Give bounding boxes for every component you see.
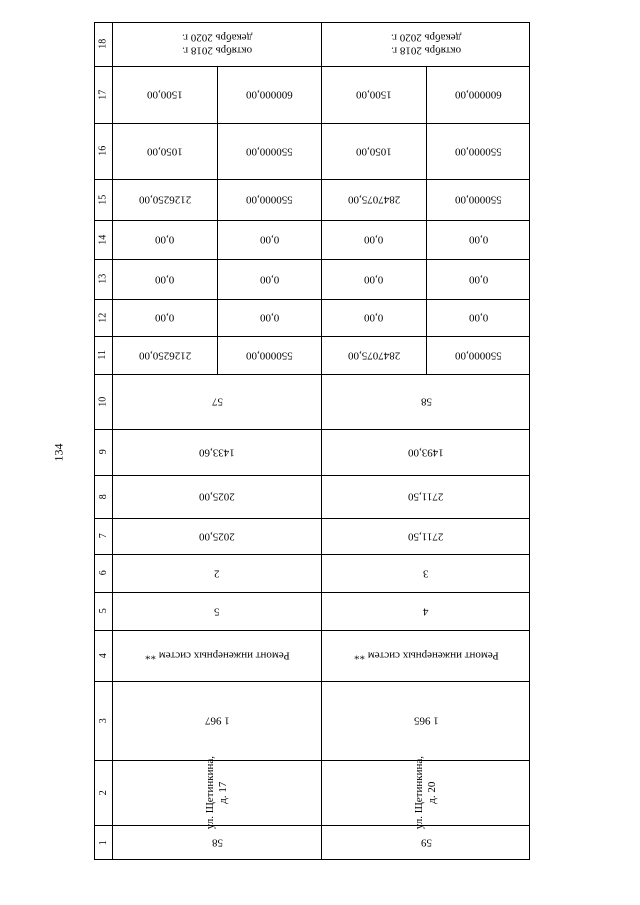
limit-cell-13 [218, 259, 321, 299]
address-cell-text: ул. Щетинкина, [413, 755, 426, 830]
area-value [113, 475, 321, 518]
entrances [322, 554, 530, 592]
column-number-text: 5 [97, 608, 109, 614]
cost-cell-12 [113, 299, 217, 336]
storeys-text: 4 [423, 605, 429, 618]
limit-cell-16 [218, 123, 321, 179]
cost-cell-17-text: 1500,00 [356, 88, 392, 101]
column-number-text: 3 [97, 718, 109, 723]
cost-cell-16-text: 1050,00 [356, 145, 392, 158]
row-number-text: 58 [211, 836, 223, 849]
limit-cell-17 [218, 66, 321, 123]
column-number [94, 336, 112, 374]
residents-count [322, 374, 530, 429]
area-value-text: 2025,00 [199, 490, 235, 503]
limit-cell-11 [218, 336, 321, 374]
period-cell-text: октябрь 2018 г. [390, 44, 462, 57]
storeys-text: 5 [214, 605, 220, 618]
column-number-text: 8 [97, 494, 109, 499]
limit-cell-16 [427, 123, 530, 179]
cost-cell-14 [113, 220, 217, 259]
address-cell-text: д. 20 [425, 781, 438, 804]
limit-cell-17-text: 600000,00 [246, 88, 293, 101]
column-number-text: 9 [97, 449, 109, 455]
cost-cell-15-text: 2847075,00 [347, 193, 401, 206]
total-area [113, 518, 321, 554]
column-number-text: 2 [97, 790, 109, 795]
limit-cell-11-text: 550000,00 [246, 349, 293, 362]
period-cell-text: декабрь 2020 г. [390, 32, 462, 44]
area-value [322, 475, 530, 518]
year-built-text: 1 967 [204, 714, 230, 727]
table-rule [426, 66, 427, 374]
column-number-text: 4 [97, 653, 109, 658]
storeys [322, 592, 530, 630]
column-number-text: 1 [97, 840, 109, 845]
limit-cell-12-text: 0,00 [468, 311, 489, 324]
cost-cell-13-text: 0,00 [364, 273, 384, 286]
total-area-text: 2025,00 [199, 530, 235, 543]
row-number [322, 825, 530, 860]
cost-cell-17-text: 1500,00 [147, 88, 183, 101]
column-number-text: 6 [97, 570, 109, 576]
column-number [94, 259, 112, 299]
cost-cell-11 [322, 336, 426, 374]
cost-cell-14 [322, 220, 426, 259]
address-cell [322, 755, 530, 830]
cost-cell-12-text: 0,00 [155, 311, 175, 324]
column-number-text: 14 [97, 234, 109, 245]
column-number-text: 7 [97, 533, 109, 539]
work-type [113, 630, 321, 681]
cost-cell-11-text: 2847075,00 [347, 349, 401, 362]
cost-cell-13-text: 0,00 [155, 273, 175, 286]
column-number-text: 16 [97, 146, 109, 156]
year-built-text: 1 965 [413, 714, 439, 727]
work-type-text: Ремонт инженерных систем ** [144, 649, 290, 662]
column-number [94, 681, 112, 760]
cost-cell-14-text: 0,00 [155, 233, 175, 246]
limit-cell-11 [427, 336, 530, 374]
period-cell [113, 22, 321, 66]
cost-cell-16 [113, 123, 217, 179]
row-number [113, 825, 321, 860]
column-number [94, 22, 112, 66]
limit-cell-13-text: 0,00 [259, 273, 280, 286]
column-number [94, 760, 112, 825]
column-number [94, 123, 112, 179]
cost-cell-11 [113, 336, 217, 374]
limit-cell-17 [427, 66, 530, 123]
cost-cell-12 [322, 299, 426, 336]
living-area [113, 429, 321, 475]
entrances [113, 554, 321, 592]
living-area-text: 1493,00 [408, 446, 444, 459]
residents-count-text: 58 [420, 395, 432, 408]
column-number [94, 630, 112, 681]
storeys [113, 592, 321, 630]
cost-cell-13 [113, 259, 217, 299]
limit-cell-12 [218, 299, 321, 336]
limit-cell-16-text: 550000,00 [455, 145, 502, 158]
limit-cell-12-text: 0,00 [259, 311, 280, 324]
column-number [94, 518, 112, 554]
column-number-text: 15 [97, 194, 109, 205]
limit-cell-14-text: 0,00 [468, 233, 489, 246]
residents-count [113, 374, 321, 429]
limit-cell-14 [427, 220, 530, 259]
column-number-text: 18 [97, 39, 109, 49]
page-number: 134 [51, 443, 66, 462]
column-number [94, 592, 112, 630]
limit-cell-13 [427, 259, 530, 299]
column-number [94, 220, 112, 259]
limit-cell-17-text: 600000,00 [455, 88, 502, 101]
cost-cell-15-text: 2126250,00 [138, 193, 192, 206]
area-value-text: 2711,50 [408, 490, 444, 503]
column-number-text: 17 [97, 89, 109, 100]
column-number [94, 374, 112, 429]
entrances-text: 3 [423, 567, 429, 580]
limit-cell-15-text: 550000,00 [246, 193, 293, 206]
column-number [94, 299, 112, 336]
cost-cell-17 [322, 66, 426, 123]
living-area [322, 429, 530, 475]
row-number-text: 59 [420, 836, 432, 849]
cost-cell-11-text: 2126250,00 [138, 349, 192, 362]
cost-cell-17 [113, 66, 217, 123]
address-cell [113, 755, 321, 830]
limit-cell-13-text: 0,00 [468, 273, 489, 286]
work-type [322, 630, 530, 681]
data-table [94, 22, 530, 860]
column-number [94, 429, 112, 475]
column-number-text: 13 [97, 274, 109, 284]
column-number [94, 179, 112, 220]
limit-cell-11-text: 550000,00 [455, 349, 502, 362]
period-cell [322, 22, 530, 66]
year-built [113, 681, 321, 760]
work-type-text: Ремонт инженерных систем ** [353, 649, 499, 662]
limit-cell-15 [218, 179, 321, 220]
address-cell-text: д. 17 [216, 781, 229, 804]
total-area [322, 518, 530, 554]
column-number-text: 11 [97, 350, 109, 360]
limit-cell-15-text: 550000,00 [455, 193, 502, 206]
limit-cell-14-text: 0,00 [259, 233, 280, 246]
cost-cell-12-text: 0,00 [364, 311, 384, 324]
column-number-text: 10 [97, 396, 109, 407]
address-cell-text: ул. Щетинкина, [204, 755, 217, 830]
period-cell-text: декабрь 2020 г. [181, 32, 253, 44]
column-number-text: 12 [97, 312, 109, 323]
cost-cell-15 [113, 179, 217, 220]
total-area-text: 2711,50 [408, 530, 444, 543]
limit-cell-12 [427, 299, 530, 336]
entrances-text: 2 [214, 567, 220, 580]
period-cell-text: октябрь 2018 г. [181, 44, 253, 57]
cost-cell-13 [322, 259, 426, 299]
limit-cell-14 [218, 220, 321, 259]
living-area-text: 1433,60 [199, 446, 235, 459]
year-built [322, 681, 530, 760]
column-number [94, 554, 112, 592]
limit-cell-16-text: 550000,00 [246, 145, 293, 158]
cost-cell-16-text: 1050,00 [147, 145, 183, 158]
cost-cell-15 [322, 179, 426, 220]
column-number [94, 475, 112, 518]
table-rule [217, 66, 218, 374]
cost-cell-16 [322, 123, 426, 179]
cost-cell-14-text: 0,00 [364, 233, 384, 246]
residents-count-text: 57 [211, 395, 223, 408]
limit-cell-15 [427, 179, 530, 220]
column-number [94, 66, 112, 123]
column-number [94, 825, 112, 860]
